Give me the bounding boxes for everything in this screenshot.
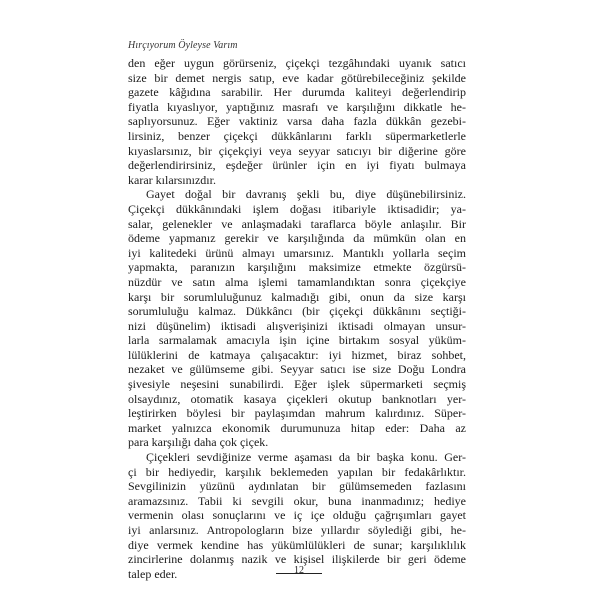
text-line: larla sarmalamak amacıyla işin içine birtakım sosyal yüküm- — [128, 333, 466, 348]
text-line: leştirirken böylesi bir paylaşımdan mahrum kalırdınız. Süper- — [128, 406, 466, 421]
text-line: market yalnızca ekonomik durumunuza hitap eder: Daha az — [128, 420, 466, 435]
text-line: vermenin olası sonuçlarını ve iç içe olduğu çağrışımları gayet — [128, 508, 466, 523]
text-line: den eğer uygun görürseniz, çiçekçi tezgâhındaki uyanık satıcı — [128, 56, 466, 70]
text-line: Çiçekleri sevdiğinize verme aşaması da bir başka konu. Ger- — [146, 450, 466, 465]
text-line: zincirlerine dolanmış nazik ve kişisel ilişkilerde bir geri ödeme — [128, 552, 466, 567]
text-line: Sevgilinizin yüzünü aydınlatan bir gülümsemeden fazlasını — [128, 479, 466, 494]
text-line: saplıyorsunuz. Eğer vaktiniz varsa daha fazla dükkân gezebi- — [128, 114, 466, 129]
body-text — [128, 56, 466, 581]
text-line: fiyatla kıyaslıyor, yaptığınız masrafı ve karşılığını dikkatle he- — [128, 99, 466, 114]
text-line: aramazsınız. Tabii ki sevgili okur, buna inanmadınız; hediye — [128, 493, 466, 508]
text-line: para karşılığı daha çok çiçek. — [128, 435, 269, 450]
text-line: yapmakta, paranızın karşılığını maksimize etmekte özgürsü- — [128, 260, 466, 275]
page-number-box — [276, 560, 322, 574]
running-header-title: Hırçıyorum Öyleyse Varım — [128, 40, 238, 51]
text-line: talep eder. — [128, 566, 178, 581]
text-line: ödeme yapmanız gerekir ve karşılığında da mümkün olan en — [128, 231, 466, 246]
text-line: karar kılarsınızdır. — [128, 172, 216, 187]
text-line: iyi kalitedeki ürünü almayı umarsınız. Mantıklı yollarla seçim — [128, 245, 466, 260]
text-line: çi bir hediyedir, karşılık beklemeden yapılan bir fedakârlıktır. — [128, 464, 466, 479]
text-line: olsaydınız, otomatik kasaya çiçekleri okutup banknotları yer- — [128, 391, 466, 406]
text-line: karşı bir sorumluluğunuz kalmadığı gibi, onun da size karşı — [128, 289, 466, 304]
page-number: 12 — [294, 565, 304, 576]
text-line: lülüklerini de katmaya çalışacaktır: iyi hizmet, biraz sohbet, — [128, 347, 466, 362]
text-line: sorumluluğu kalmaz. Dükkâncı (bir çiçekçi dükkânını seçtiği- — [128, 304, 466, 319]
text-line: değerlendirirsiniz, eşdeğer ürünler için en iyi fiyatı bulmaya — [128, 158, 466, 173]
text-line: nizi düşünelim) iktisadi alışverişinizi iktisadi olmayan unsur- — [128, 318, 466, 333]
text-line: nezaket ve gülümseme gibi. Seyyar satıcı ise size Doğu Londra — [128, 362, 466, 377]
text-line: iyi anlarsınız. Antropologların bize yıllardır söylediği gibi, he- — [128, 523, 466, 537]
text-line: kıyaslarsınız, bir çiçekçiyi veya seyyar satıcıyı bir diğerine göre — [128, 143, 466, 158]
text-line: gazete kâğıdına sarabilir. Her durumda kaliteyi değerlendirip — [128, 85, 466, 100]
text-line: size bir demet nergis satıp, eve kadar götürebileceğiniz şekilde — [128, 70, 466, 85]
text-line: şivesiyle neşesini sunabilirdi. Eğer işlek süpermarketi seçmiş — [128, 377, 466, 392]
text-line: Gayet doğal bir davranış şekli bu, diye düşünebilirsiniz. — [146, 187, 466, 202]
text-line: salar, gelenekler ve anlaşmadaki taraflarca böyle anlaşılır. Bir — [128, 216, 466, 231]
text-line: diye vermek kendine has yükümlülükleri de sunar; karşılıklılık — [128, 537, 466, 552]
text-line: nüzdür ve satın alma işlemi tamamlandıktan sonra çiçekçiye — [128, 274, 466, 289]
text-line: lirsiniz, benzer çiçekçi dükkânlarını farklı süpermarketlerle — [128, 128, 466, 143]
text-line: Çiçekçi dükkânındaki işlem doğası itibariyle iktisadidir; ya- — [128, 201, 466, 216]
